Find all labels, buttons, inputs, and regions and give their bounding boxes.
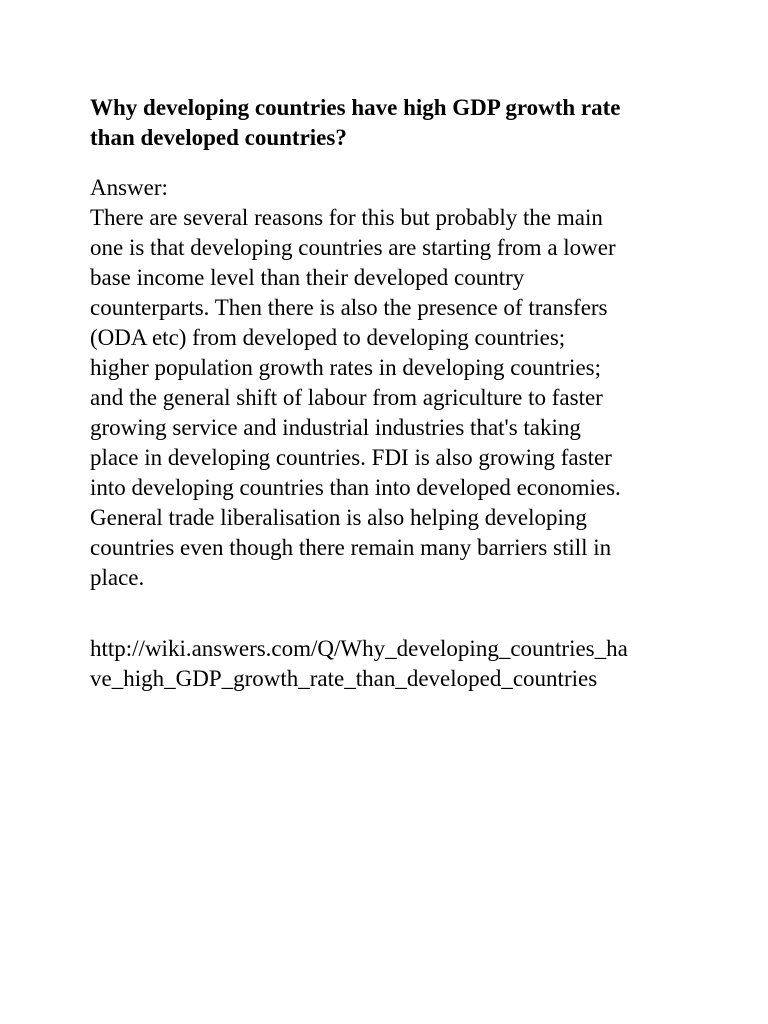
answer-block <box>90 173 710 593</box>
answer-line: General trade liberalisation is also helping developing <box>90 505 587 530</box>
answer-label: Answer: <box>90 175 168 200</box>
title-line: Why developing countries have high GDP growth rate <box>90 95 621 120</box>
answer-line: into developing countries than into developed economies. <box>90 475 621 500</box>
source-url <box>90 634 710 694</box>
answer-line: place. <box>90 565 145 590</box>
answer-line: There are several reasons for this but probably the main <box>90 205 603 230</box>
answer-line: place in developing countries. FDI is also growing faster <box>90 445 612 470</box>
answer-line: higher population growth rates in developing countries; <box>90 355 601 380</box>
answer-line: (ODA etc) from developed to developing countries; <box>90 325 566 350</box>
source-url-line: http://wiki.answers.com/Q/Why_developing_countries_ha <box>90 636 628 661</box>
title-line: than developed countries? <box>90 125 347 150</box>
answer-line: base income level than their developed country <box>90 265 525 290</box>
answer-line: counterparts. Then there is also the presence of transfers <box>90 295 608 320</box>
answer-line: growing service and industrial industries that's taking <box>90 415 581 440</box>
document-title <box>90 93 710 153</box>
answer-line: and the general shift of labour from agriculture to faster <box>90 385 603 410</box>
source-url-line: ve_high_GDP_growth_rate_than_developed_countries <box>90 666 598 691</box>
answer-line: one is that developing countries are starting from a lower <box>90 235 616 260</box>
answer-paragraph <box>90 203 710 593</box>
answer-line: countries even though there remain many barriers still in <box>90 535 612 560</box>
